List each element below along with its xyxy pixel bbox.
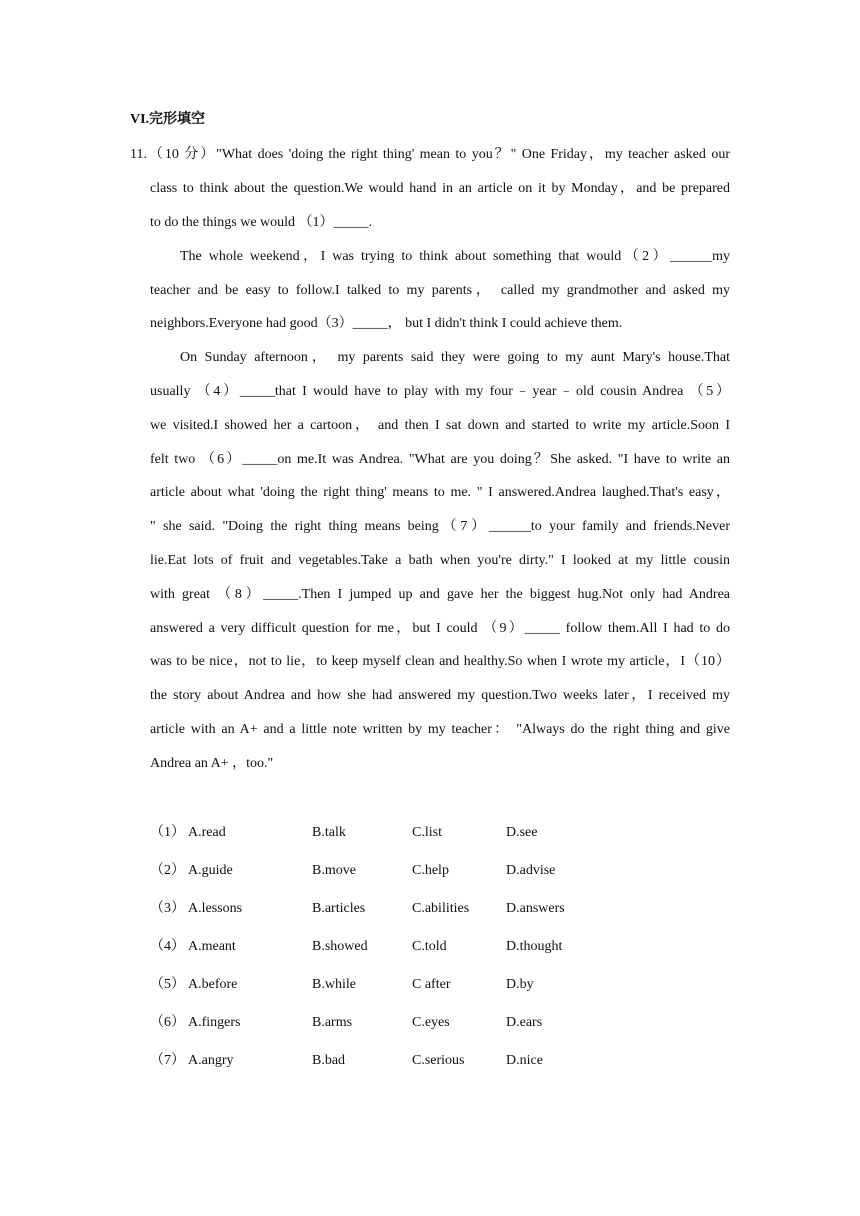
option-d: D.see [506, 825, 538, 840]
option-c: C after [412, 977, 451, 992]
question-number: （5） [150, 977, 185, 992]
option-c: C.serious [412, 1053, 465, 1068]
option-a: A.lessons [188, 901, 243, 916]
option-d: D.by [506, 977, 534, 992]
passage-line: to do the things we would （1）_____. [150, 215, 373, 230]
passage-line: Andrea an A+ ，too." [150, 756, 274, 771]
passage-line: felt two （6）_____on me.It was Andrea. "What are you doing？She asked. "I have to write an [150, 452, 730, 467]
passage-line: neighbors.Everyone had good（3）_____， but I didn't think I could achieve them. [150, 316, 623, 331]
passage-line: class to think about the question.We would hand in an article on it by Monday，and be prepared [150, 181, 730, 196]
option-c: C.eyes [412, 1015, 450, 1030]
option-c: C.told [412, 939, 447, 954]
option-row [150, 1054, 750, 1074]
option-d: D.ears [506, 1015, 543, 1030]
option-row [150, 864, 750, 884]
option-b: B.move [312, 863, 356, 878]
option-a: A.before [188, 977, 238, 992]
option-a: A.meant [188, 939, 236, 954]
section-title: VI.完形填空 [130, 112, 206, 127]
question-number: （7） [150, 1053, 185, 1068]
passage-line: 11.（10 分）"What does 'doing the right thing' mean to you？" One Friday，my teacher asked our [130, 147, 730, 162]
passage-line: answered a very difficult question for me，but I could （9）_____ follow them.All I had to do [150, 621, 730, 636]
option-c: C.abilities [412, 901, 470, 916]
option-d: D.answers [506, 901, 565, 916]
option-b: B.while [312, 977, 356, 992]
question-number: （4） [150, 939, 185, 954]
option-b: B.bad [312, 1053, 346, 1068]
passage-line: teacher and be easy to follow.I talked to my parents， called my grandmother and asked my [150, 283, 730, 298]
option-row [150, 902, 750, 922]
option-a: A.guide [188, 863, 233, 878]
option-row [150, 940, 750, 960]
option-a: A.fingers [188, 1015, 241, 1030]
passage-line: usually （4）_____that I would have to play with my four﹣year﹣old cousin Andrea （5） [150, 384, 730, 399]
option-a: A.read [188, 825, 226, 840]
passage-line: with great （8）_____.Then I jumped up and gave her the biggest hug.Not only had Andrea [150, 587, 730, 602]
option-d: D.thought [506, 939, 563, 954]
option-c: C.help [412, 863, 449, 878]
passage-line: " she said. "Doing the right thing means being（7）______to your family and friends.Never [150, 519, 730, 534]
option-row [150, 978, 750, 998]
question-number: （3） [150, 901, 185, 916]
passage-line: we visited.I showed her a cartoon， and then I sat down and started to write my article.Soon I [150, 418, 730, 433]
question-number: （2） [150, 863, 185, 878]
option-b: B.articles [312, 901, 366, 916]
question-number: （6） [150, 1015, 185, 1030]
option-b: B.talk [312, 825, 346, 840]
option-d: D.nice [506, 1053, 543, 1068]
passage-line: article with an A+ and a little note written by my teacher： "Always do the right thing and give [150, 722, 730, 737]
passage-line: article about what 'doing the right thing' means to me. " I answered.Andrea laughed.That's easy， [150, 485, 730, 500]
passage-line: was to be nice，not to lie，to keep myself clean and healthy.So when I wrote my article，I（10） [150, 654, 730, 669]
option-row [150, 826, 750, 846]
passage-line: the story about Andrea and how she had answered my question.Two weeks later，I received my [150, 688, 730, 703]
option-d: D.advise [506, 863, 556, 878]
option-a: A.angry [188, 1053, 234, 1068]
option-b: B.showed [312, 939, 368, 954]
passage-line: The whole weekend，I was trying to think about something that would（2）______my [180, 249, 730, 264]
option-b: B.arms [312, 1015, 353, 1030]
passage-line: lie.Eat lots of fruit and vegetables.Take a bath when you're dirty." I looked at my little cousin [150, 553, 730, 568]
question-number: （1） [150, 825, 185, 840]
option-row [150, 1016, 750, 1036]
passage-line: On Sunday afternoon， my parents said they were going to my aunt Mary's house.That [180, 350, 730, 365]
option-c: C.list [412, 825, 442, 840]
